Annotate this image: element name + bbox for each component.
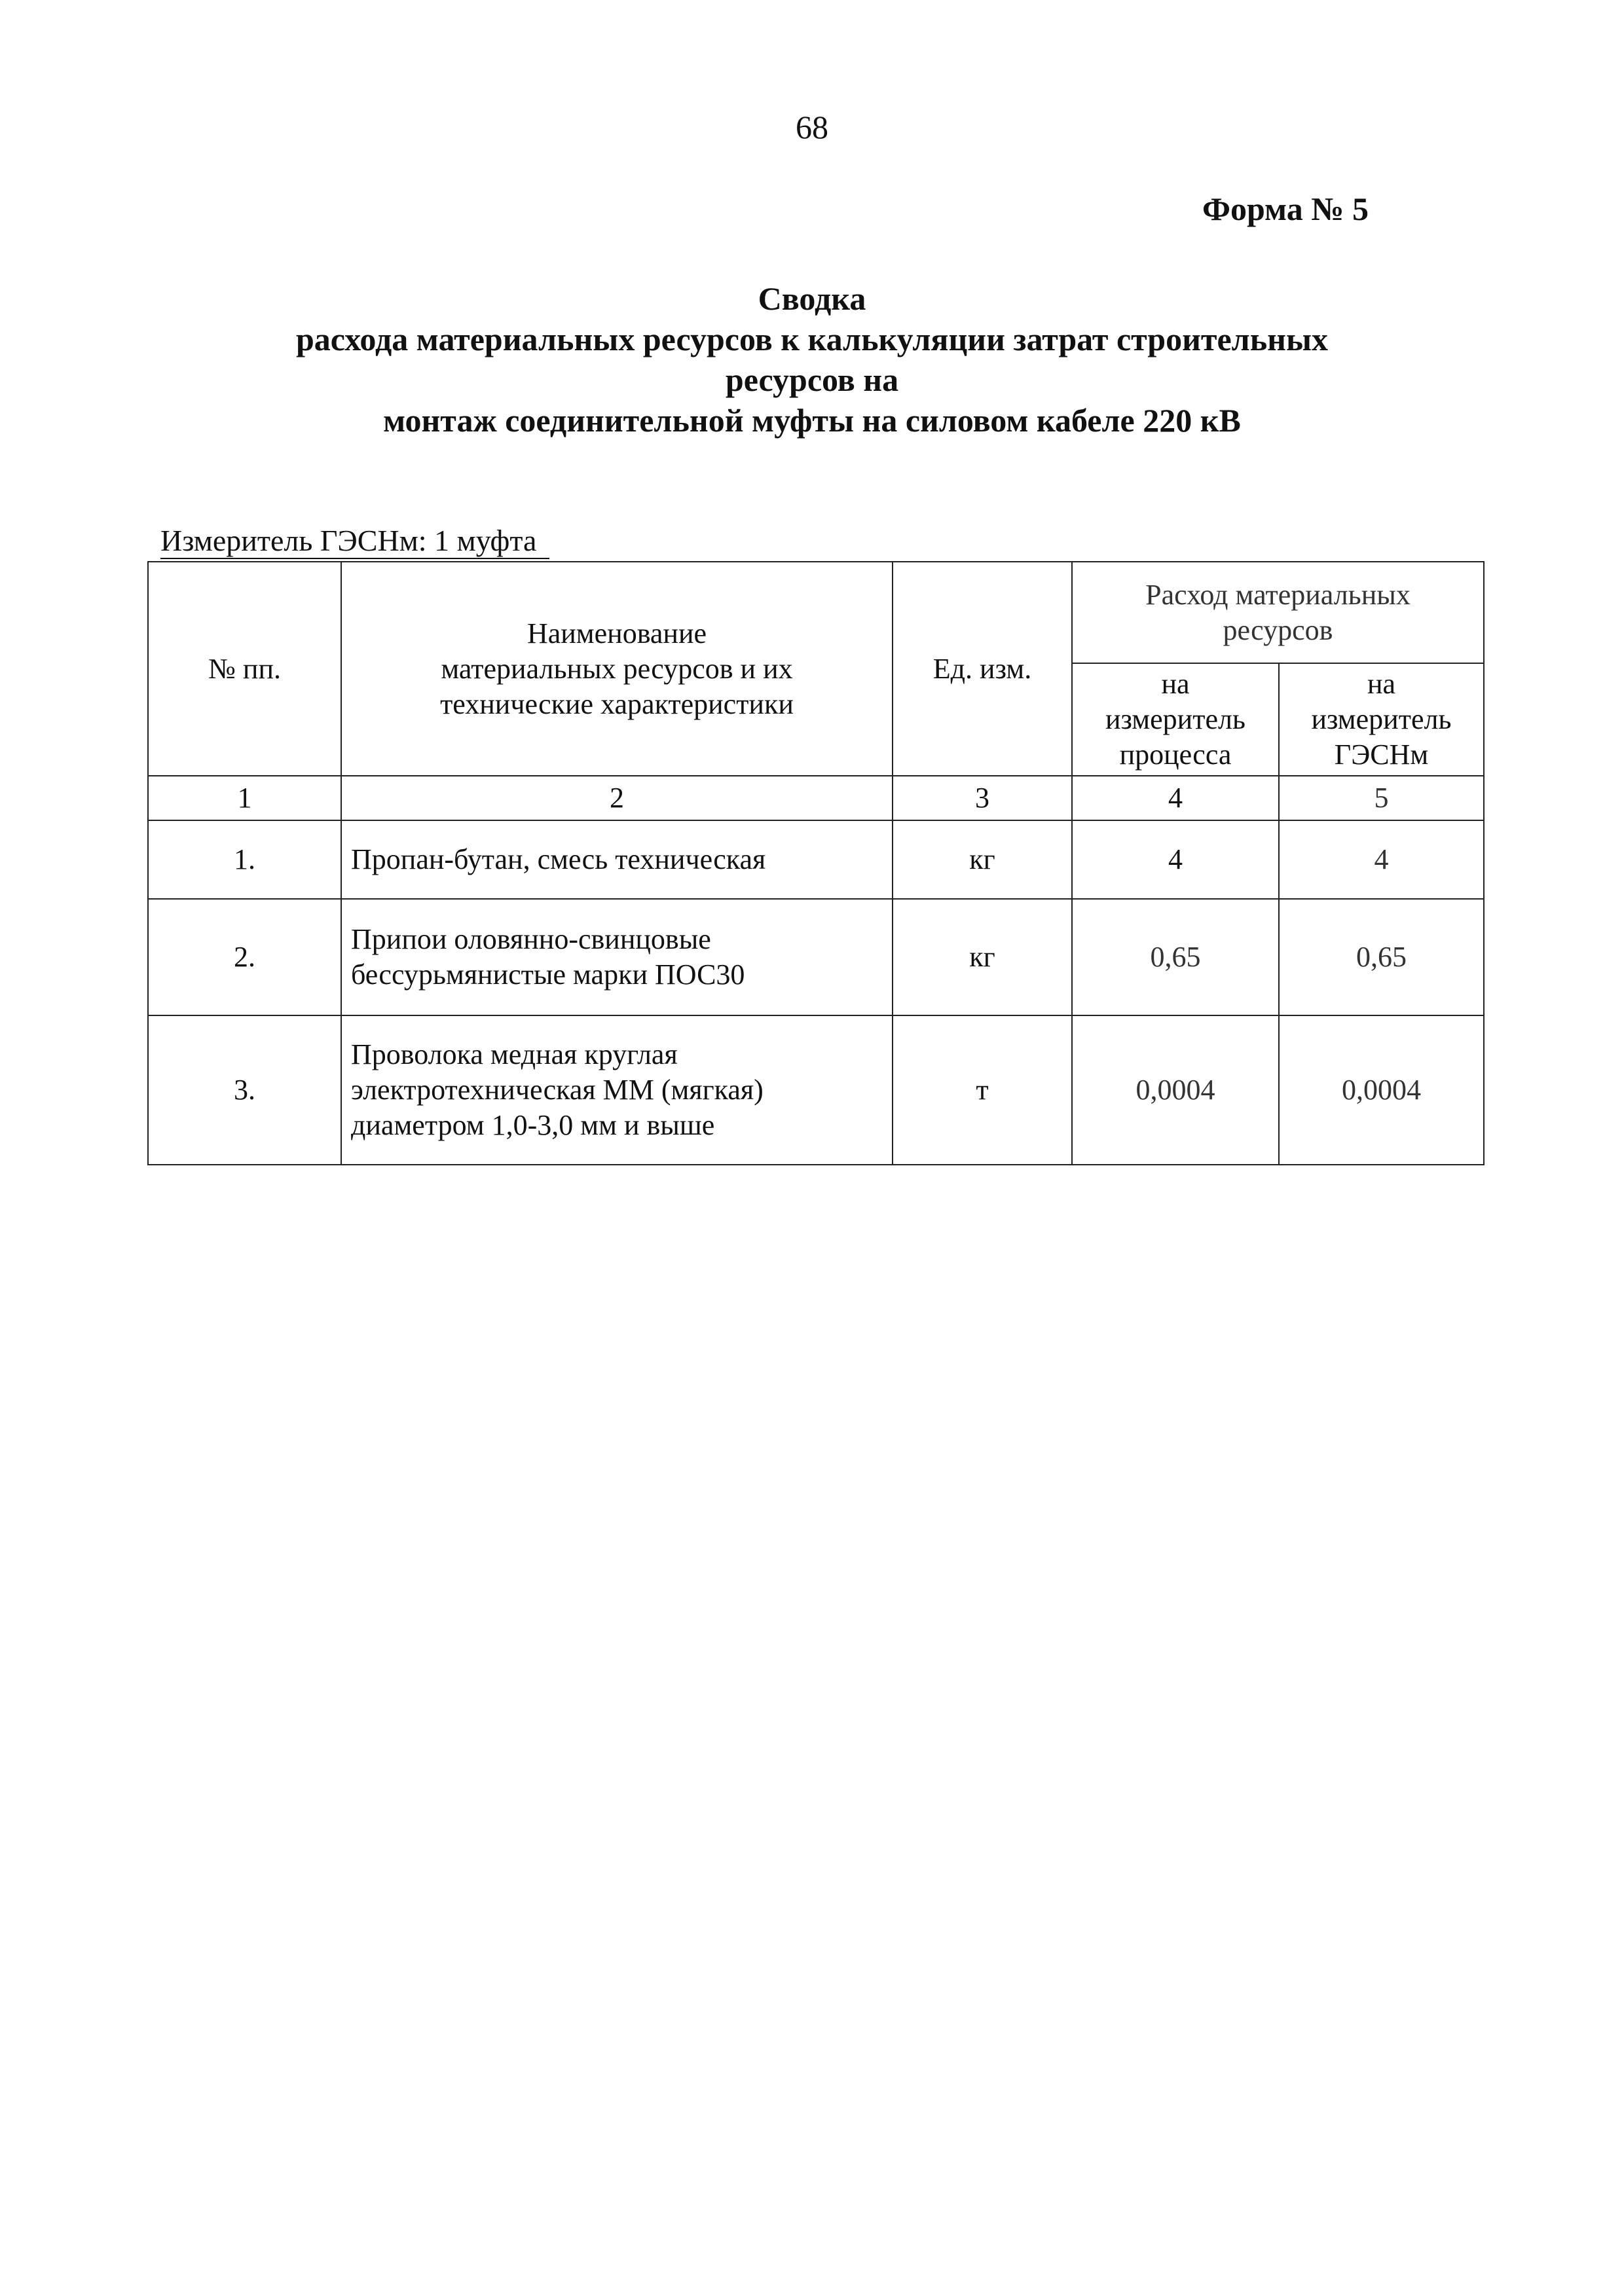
row-name-line: Припои оловянно-свинцовые [351,923,711,955]
row-num: 3. [148,1015,341,1165]
resources-table [147,561,1485,1165]
column-number: 1 [148,776,341,820]
header-per-gesnm-line-3: ГЭСНм [1334,738,1429,771]
header-consumption-line-2: ресурсов [1223,613,1333,646]
row-per-process: 4 [1072,820,1279,899]
header-unit: Ед. изм. [893,562,1072,776]
row-per-process: 0,0004 [1072,1015,1279,1165]
row-unit: т [893,1015,1072,1165]
row-name-line: бессурьмянистые марки ПОС30 [351,958,745,991]
row-unit: кг [893,820,1072,899]
header-num: № пп. [148,562,341,776]
header-consumption-line-1: Расход материальных [1145,578,1411,611]
row-per-process: 0,65 [1072,899,1279,1015]
column-number: 3 [893,776,1072,820]
header-per-process-line-3: процесса [1119,738,1232,771]
measure-label: Измеритель ГЭСНм: 1 муфта [160,524,549,559]
document-title [131,278,1493,441]
row-name [341,820,893,899]
title-line-1: Сводка [758,280,866,317]
row-per-gesnm: 4 [1279,820,1484,899]
page-number: 68 [796,109,828,145]
title-line-4: монтаж соединительной муфты на силовом кабеле 220 кВ [383,402,1241,439]
header-per-process-line-1: на [1161,668,1190,700]
header-per-gesnm-line-2: измеритель [1311,703,1452,735]
column-number-row [148,776,1484,820]
row-name-line: электротехническая ММ (мягкая) [351,1074,764,1106]
table-row [148,899,1484,1015]
row-per-gesnm: 0,0004 [1279,1015,1484,1165]
header-name-line-2: материальных ресурсов и их [441,652,793,685]
column-number: 5 [1279,776,1484,820]
title-line-2: расхода материальных ресурсов к калькуляции затрат строительных [295,321,1329,357]
row-num: 2. [148,899,341,1015]
header-name [341,562,893,776]
table-row [148,820,1484,899]
form-number: Форма № 5 [1202,191,1369,227]
header-row [148,562,1484,663]
header-per-gesnm-line-1: на [1367,668,1396,700]
header-per-gesnm [1279,663,1484,776]
header-name-line-3: технические характеристики [440,687,794,720]
header-consumption [1072,562,1484,663]
table-row [148,1015,1484,1165]
row-name [341,1015,893,1165]
row-name-line: Проволока медная круглая [351,1038,678,1070]
row-unit: кг [893,899,1072,1015]
header-per-process [1072,663,1279,776]
row-num: 1. [148,820,341,899]
header-name-line-1: Наименование [526,617,707,649]
header-per-process-line-2: измеритель [1105,703,1246,735]
row-name-line: диаметром 1,0-3,0 мм и выше [351,1109,715,1141]
row-name [341,899,893,1015]
title-line-3: ресурсов на [725,361,899,398]
row-name-line: Пропан-бутан, смесь техническая [351,843,766,875]
column-number: 4 [1072,776,1279,820]
row-per-gesnm: 0,65 [1279,899,1484,1015]
column-number: 2 [341,776,893,820]
